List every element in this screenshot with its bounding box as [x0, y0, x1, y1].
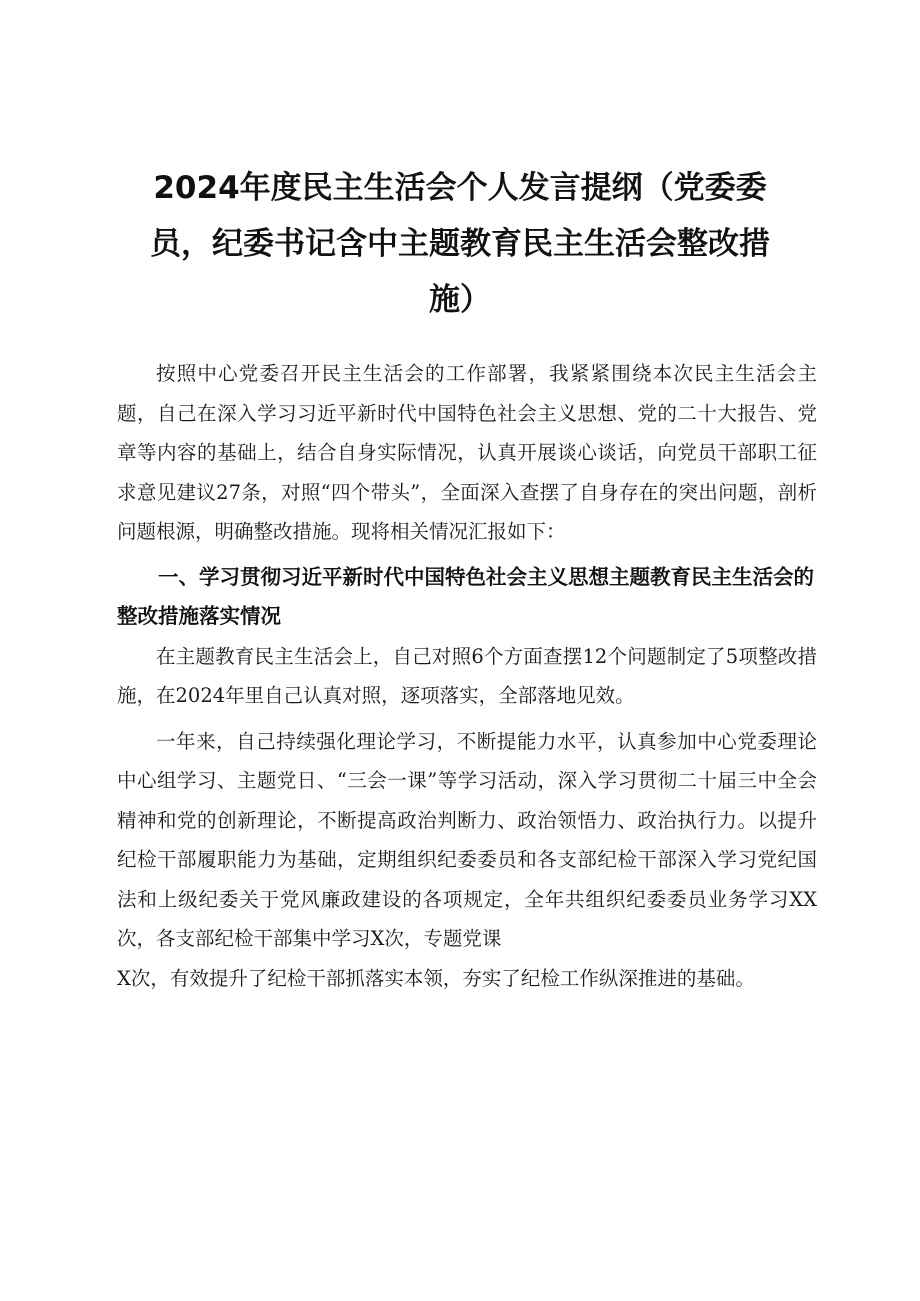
paragraph-2: 在主题教育民主生活会上，自己对照6个方面查摆12个问题制定了5项整改措施，在2024年里自己认真对照，逐项落实，全部落地见效。 [117, 644, 817, 707]
document-body [117, 354, 817, 998]
paragraph-3: 一年来，自己持续强化理论学习，不断提能力水平，认真参加中心党委理论中心组学习、主题党日、“三会一课”等学习活动，深入学习贯彻二十届三中全会精神和党的创新理论，不断提高政治判断力、政治领悟力、政治执行力。以提升纪检干部履职能力为基础，定期组织纪委委员和各支部纪检干部深入学习党纪国法和上级纪委关于党风廉政建设的各项规定，全年共组织纪委委员业务学习XX次，各支部纪检干部集中学习X次，专题党课 [117, 729, 817, 950]
paragraph-4: X次，有效提升了纪检干部抓落实本领，夯实了纪检工作纵深推进的基础。 [117, 966, 755, 990]
document-title: 2024年度民主生活会个人发言提纲（党委委员，纪委书记含中主题教育民主生活会整改措施） [150, 170, 770, 318]
intro-paragraph: 按照中心党委召开民主生活会的工作部署，我紧紧围绕本次民主生活会主题，自己在深入学习习近平新时代中国特色社会主义思想、党的二十大报告、党章等内容的基础上，结合自身实际情况，认真开展谈心谈话，向党员干部职工征求意见建议27条，对照“四个带头”，全面深入查摆了自身存在的突出问题，剖析问题根源，明确整改措施。现将相关情况汇报如下： [117, 362, 817, 543]
section-heading-1: 一、学习贯彻习近平新时代中国特色社会主义思想主题教育民主生活会的整改措施落实情况 [117, 564, 814, 628]
